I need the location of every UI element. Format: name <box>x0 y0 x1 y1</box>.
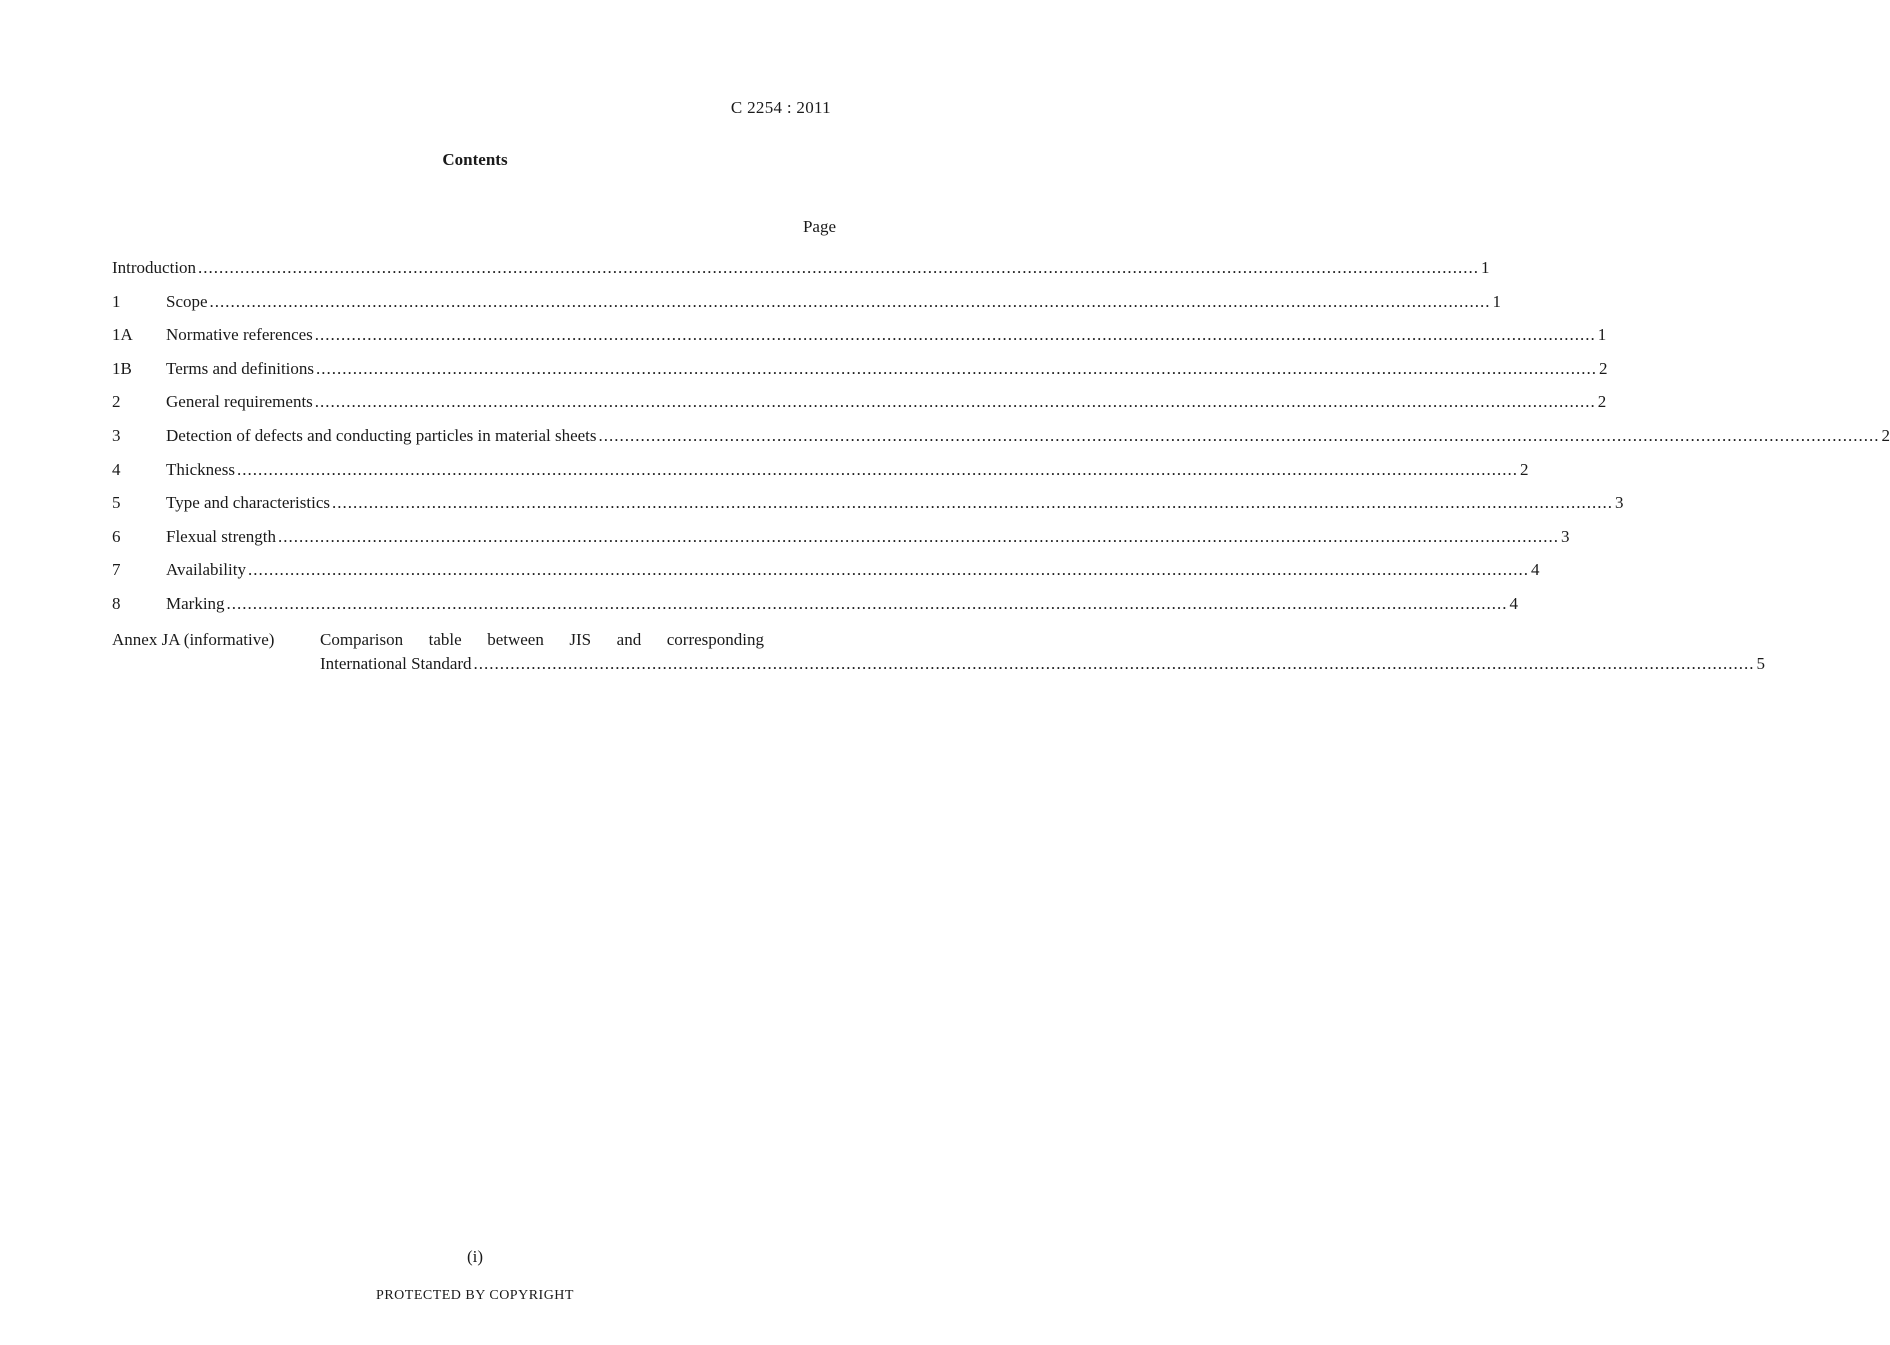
annex-title-line-1 <box>320 628 764 652</box>
toc-entry-title: Availability <box>166 560 246 580</box>
toc-entry-introduction[interactable] <box>112 258 1490 292</box>
toc-entry-number: 1B <box>112 358 132 378</box>
toc-entry-page: 2 <box>1599 358 1608 378</box>
page-column-label: Page <box>802 217 836 236</box>
toc-leader-dots <box>248 560 1529 580</box>
toc-entry-number: 5 <box>112 493 121 513</box>
toc-entry-title: General requirements <box>166 392 313 412</box>
annex-word: table <box>428 629 462 649</box>
footer-page-number: (i) <box>466 1247 484 1266</box>
toc-entry-page: 1 <box>1597 325 1607 345</box>
toc-entry[interactable] <box>112 358 1608 393</box>
toc-entry-number: 6 <box>112 526 121 546</box>
toc-entry-title: Marking <box>166 593 225 613</box>
toc-entry-title: Normative references <box>166 325 313 345</box>
toc-entry-page: 4 <box>1530 560 1540 580</box>
document-id: C 2254 : 2011 <box>730 98 831 117</box>
toc-entry-title: Detection of defects and conducting particles in material sheets <box>166 425 597 445</box>
toc-leader-dots <box>315 392 1596 412</box>
toc-entry-page: 5 <box>1756 653 1766 673</box>
annex-title <box>320 628 1765 676</box>
toc-entry[interactable] <box>112 526 1570 561</box>
toc-leader-dots <box>316 359 1597 379</box>
annex-label: Annex JA (informative) <box>112 629 275 649</box>
annex-title-line-2 <box>320 652 1765 676</box>
toc-entry-page: 3 <box>1561 526 1570 546</box>
toc-entry-page: 1 <box>1492 291 1502 311</box>
toc-entry-title: Thickness <box>166 459 235 479</box>
annex-word: corresponding <box>666 629 764 649</box>
toc-entry-title: Scope <box>166 291 208 311</box>
toc-entry[interactable] <box>112 291 1502 326</box>
annex-title-continuation: International Standard <box>320 653 472 673</box>
toc-leader-dots <box>599 426 1880 446</box>
toc-leader-dots <box>210 292 1491 312</box>
toc-entry-number: 1A <box>112 325 133 345</box>
toc-entry[interactable] <box>112 325 1607 359</box>
toc-entry[interactable] <box>112 459 1529 494</box>
toc-entry-page: 3 <box>1615 493 1624 513</box>
toc-leader-dots <box>198 258 1479 278</box>
toc-leader-dots <box>474 652 1755 676</box>
table-of-contents <box>112 258 1890 676</box>
page-title: Contents <box>442 150 508 169</box>
annex-word: between <box>487 629 544 649</box>
toc-entry-page: 2 <box>1881 425 1890 445</box>
toc-entry-page: 4 <box>1509 593 1519 613</box>
toc-entry-annex[interactable] <box>112 628 1766 676</box>
toc-leader-dots <box>227 594 1508 614</box>
toc-entry[interactable] <box>112 560 1540 594</box>
toc-entry-number: 1 <box>112 291 121 311</box>
toc-entry-number: 2 <box>112 392 121 412</box>
toc-leader-dots <box>332 493 1613 513</box>
toc-entry-title: Flexual strength <box>166 526 277 546</box>
toc-leader-dots <box>237 460 1518 480</box>
toc-entry-page: 2 <box>1519 459 1529 479</box>
annex-word: JIS <box>569 629 592 649</box>
toc-entry[interactable] <box>112 493 1624 527</box>
toc-entry-number: 7 <box>112 560 121 580</box>
toc-entry-page: 2 <box>1597 392 1607 412</box>
annex-word: and <box>616 629 642 649</box>
toc-entry-title: Terms and definitions <box>166 358 315 378</box>
toc-entry[interactable] <box>112 392 1607 426</box>
toc-leader-dots <box>315 325 1596 345</box>
toc-entry-page: 1 <box>1481 258 1490 277</box>
copyright-notice: PROTECTED BY COPYRIGHT <box>376 1288 574 1303</box>
toc-entry-title: Introduction <box>112 258 197 277</box>
toc-entry-number: 4 <box>112 459 121 479</box>
toc-leader-dots <box>278 527 1559 547</box>
toc-entry[interactable] <box>112 593 1519 628</box>
toc-entry-title: Type and characteristics <box>166 493 331 513</box>
annex-word: Comparison <box>320 629 404 649</box>
toc-entry[interactable] <box>112 425 1890 460</box>
toc-entry-number: 3 <box>112 425 121 445</box>
toc-entry-number: 8 <box>112 593 121 613</box>
